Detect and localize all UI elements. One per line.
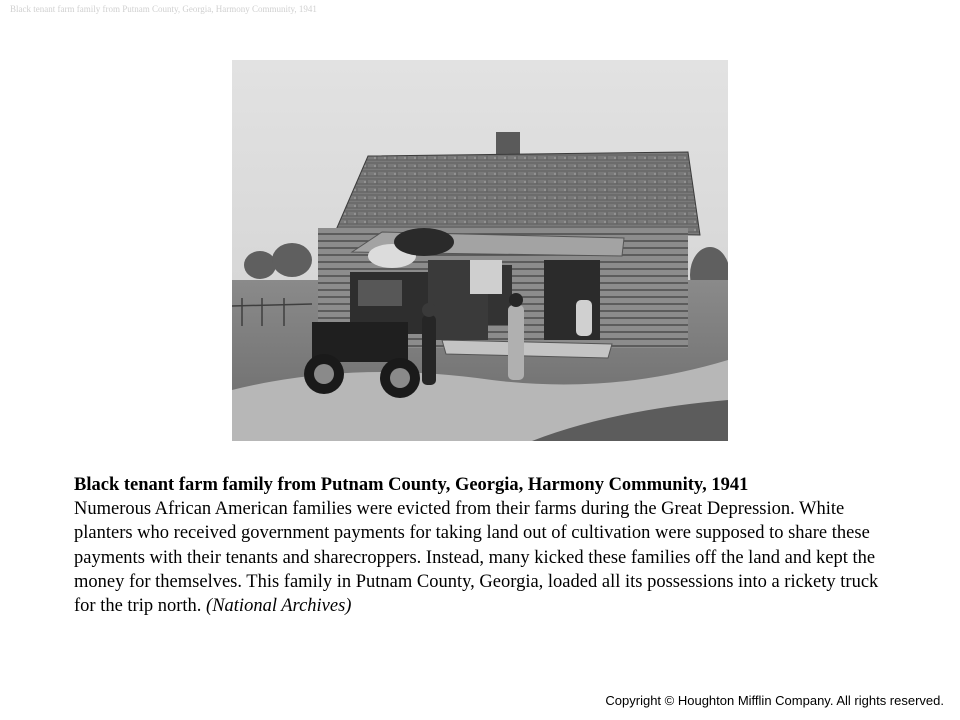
photo-caption [74, 473, 904, 618]
historical-photo [232, 60, 728, 441]
roof [336, 152, 700, 235]
caption-title: Black tenant farm family from Putnam County, Georgia, Harmony Community, 1941 [74, 475, 749, 495]
caption-source: (National Archives) [206, 596, 352, 617]
header-note: Black tenant farm family from Putnam County, Georgia, Harmony Community, 1941 [10, 4, 317, 14]
copyright-notice: Copyright © Houghton Mifflin Company. All rights reserved. [605, 693, 944, 708]
caption-body: Numerous African American families were evicted from their farms during the Great Depression. White planters who received government payments for taking land out of cultivation were supposed to share these payments with their tenants and sharecroppers. Instead, many kicked these families off the land and kept the money for themselves. This family in Putnam County, Georgia, loaded all its possessions into a rickety truck for the trip north. [74, 499, 879, 617]
